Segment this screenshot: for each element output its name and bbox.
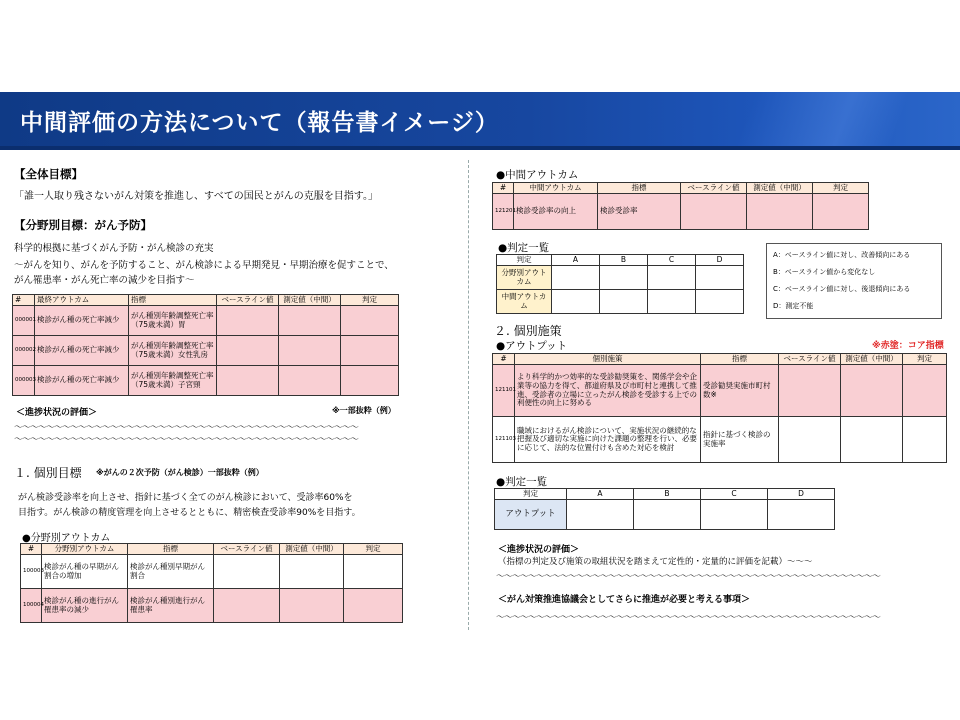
row-indicator: がん種別年齢調整死亡率（75歳未満）女性乳房 — [129, 336, 217, 366]
count-cell — [634, 500, 701, 530]
table-header: # — [13, 295, 35, 306]
row-indicator: 検診がん種別早期がん割合 — [128, 555, 214, 589]
legend-item-d: D：測定不能 — [773, 302, 814, 310]
table-header: 判定 — [813, 183, 869, 194]
baseline-cell — [217, 306, 279, 336]
table-header: 中間アウトカム — [514, 183, 598, 194]
count-cell — [768, 500, 835, 530]
table-header: ベースライン値 — [217, 295, 279, 306]
progress-eval-label-right: ＜進捗状況の評価＞ — [498, 545, 580, 555]
table-row — [13, 366, 399, 396]
output-label: ●アウトプット — [496, 340, 568, 352]
table-row — [21, 555, 403, 589]
measured-cell — [279, 336, 341, 366]
individual-goal-line2: 目指す。がん検診の精度管理を向上させるとともに、精密検査受診率90%を目指す。 — [18, 508, 361, 518]
row-outcome: 検診がん種の早期がん割合の増加 — [42, 555, 128, 589]
field-goal-label: 【分野別目標：がん予防】 — [14, 218, 152, 232]
row-id: 100004 — [21, 589, 42, 623]
core-indicator-note: ※赤塗：コア指標 — [872, 341, 944, 351]
table-header: ベースライン値 — [779, 354, 841, 365]
row-id: 121201 — [493, 194, 514, 230]
table-header: ベースライン値 — [214, 544, 280, 555]
measured-cell — [280, 555, 344, 589]
row-outcome: 検診がん種の進行がん罹患率の減少 — [42, 589, 128, 623]
row-label: 分野別アウトカム — [497, 266, 552, 290]
legend-item-b: B：ベースライン値から変化なし — [773, 268, 876, 276]
baseline-cell — [217, 366, 279, 396]
table-header: 判定 — [344, 544, 403, 555]
table-header: C — [701, 489, 768, 500]
field-goal-line2: ～がんを知り、がんを予防すること、がん検診による早期発見・早期治療を促すことで、 — [14, 260, 394, 271]
progress-eval-label: ＜進捗状況の評価＞ — [16, 408, 98, 418]
baseline-cell — [214, 589, 280, 623]
table-header: 測定値（中間） — [747, 183, 813, 194]
table-header: 測定値（中間） — [279, 295, 341, 306]
judgement-cell — [344, 555, 403, 589]
mid-outcome-label: ●中間アウトカム — [496, 169, 579, 181]
excerpt-note: ※一部抜粋（例） — [332, 406, 396, 415]
field-outcome-label: ●分野別アウトカム — [22, 533, 111, 544]
measured-cell — [841, 417, 903, 463]
table-header: 個別施策 — [515, 354, 701, 365]
judgement-cell — [903, 417, 947, 463]
placeholder-wave-line: ～～～～～～～～～～～～～～～～～～～～～～～～～～～～～～～～～～～～～～～～～～～～～～～～ — [496, 572, 881, 582]
table-row — [493, 194, 869, 230]
count-cell — [648, 266, 696, 290]
table-row — [13, 336, 399, 366]
row-indicator: 指針に基づく検診の実施率 — [701, 417, 779, 463]
measured-cell — [279, 306, 341, 336]
final-outcome-table — [12, 294, 399, 396]
progress-eval-text: （指標の判定及び施策の取組状況を踏まえて定性的・定量的に評価を記載）～～～ — [498, 557, 813, 567]
table-header: # — [21, 544, 42, 555]
table-header: 指標 — [128, 544, 214, 555]
table-header: 指標 — [701, 354, 779, 365]
overall-goal-text: 「誰一人取り残さないがん対策を推進し、すべての国民とがんの克服を目指す。」 — [14, 191, 378, 202]
judge-list-label-2: ●判定一覧 — [496, 476, 548, 488]
slide-header — [0, 92, 960, 150]
table-header: 判定 — [495, 489, 567, 500]
count-cell — [552, 266, 600, 290]
count-cell — [696, 290, 744, 314]
table-row — [13, 306, 399, 336]
judgement-cell — [903, 365, 947, 417]
table-header: D — [768, 489, 835, 500]
placeholder-wave-line: ～～～～～～～～～～～～～～～～～～～～～～～～～～～～～～～～～～～～～～～～～～～～～～～～ — [496, 613, 881, 623]
table-row — [495, 500, 835, 530]
judgement-cell — [344, 589, 403, 623]
table-header: B — [600, 255, 648, 266]
output-judge-table — [494, 488, 835, 530]
row-id: 000001 — [13, 306, 35, 336]
mid-outcome-table — [492, 182, 869, 230]
table-row — [493, 417, 947, 463]
count-cell — [648, 290, 696, 314]
measured-cell — [280, 589, 344, 623]
table-header: 測定値（中間） — [280, 544, 344, 555]
judge-list-label: ●判定一覧 — [498, 242, 550, 254]
row-indicator: がん種別年齢調整死亡率（75歳未満）子宮頸 — [129, 366, 217, 396]
measured-cell — [841, 365, 903, 417]
table-row — [493, 365, 947, 417]
output-table — [492, 353, 947, 463]
table-header: A — [567, 489, 634, 500]
row-outcome: 検診受診率の向上 — [514, 194, 598, 230]
table-header: 判定 — [903, 354, 947, 365]
table-header: 指標 — [598, 183, 681, 194]
measures-title: ２. 個別施策 — [494, 324, 562, 338]
slide-title: 中間評価の方法について（報告書イメージ） — [20, 110, 499, 136]
legend-item-a: A：ベースライン値に対し、改善傾向にある — [773, 251, 911, 259]
row-indicator: 検診がん種別進行がん罹患率 — [128, 589, 214, 623]
baseline-cell — [779, 365, 841, 417]
table-header: C — [648, 255, 696, 266]
row-outcome: 検診がん種の死亡率減少 — [35, 336, 129, 366]
judgement-cell — [341, 306, 399, 336]
row-label: アウトプット — [495, 500, 567, 530]
count-cell — [696, 266, 744, 290]
row-id: 100003 — [21, 555, 42, 589]
count-cell — [552, 290, 600, 314]
judge-table — [496, 254, 744, 314]
table-header: # — [493, 354, 515, 365]
field-goal-line3: がん罹患率・がん死亡率の減少を目指す～ — [14, 275, 195, 286]
baseline-cell — [214, 555, 280, 589]
table-header: # — [493, 183, 514, 194]
measured-cell — [279, 366, 341, 396]
judgement-cell — [813, 194, 869, 230]
placeholder-wave-line: ～～～～～～～～～～～～～～～～～～～～～～～～～～～～～～～～～～～～～～～～～～～ — [14, 435, 359, 445]
council-label: ＜がん対策推進協議会としてさらに推進が必要と考える事項＞ — [498, 595, 751, 605]
row-measure: より科学的かつ効率的な受診勧奨策を、関係学会や企業等の協力を得て、都道府県及び市町村と連携して推進、受診者の立場に立ったがん検診を受診する上での利便性の向上に努める — [515, 365, 701, 417]
table-row — [21, 589, 403, 623]
field-outcome-table — [20, 543, 403, 623]
count-cell — [567, 500, 634, 530]
row-indicator: がん種別年齢調整死亡率（75歳未満）胃 — [129, 306, 217, 336]
table-header: 最終アウトカム — [35, 295, 129, 306]
row-outcome: 検診がん種の死亡率減少 — [35, 306, 129, 336]
baseline-cell — [779, 417, 841, 463]
table-row — [497, 290, 744, 314]
baseline-cell — [217, 336, 279, 366]
row-id: 000003 — [13, 366, 35, 396]
table-header: B — [634, 489, 701, 500]
table-header: 測定値（中間） — [841, 354, 903, 365]
count-cell — [600, 290, 648, 314]
table-row — [497, 266, 744, 290]
row-label: 中間アウトカム — [497, 290, 552, 314]
row-id: 121101 — [493, 365, 515, 417]
table-header: 指標 — [129, 295, 217, 306]
baseline-cell — [681, 194, 747, 230]
row-id: 121103 — [493, 417, 515, 463]
row-measure: 職域におけるがん検診について、実施状況の継続的な把握及び適切な実施に向けた課題の整理を行い、必要に応じて、法的な位置付けも含めた対応を検討 — [515, 417, 701, 463]
judgement-cell — [341, 336, 399, 366]
row-id: 000002 — [13, 336, 35, 366]
count-cell — [600, 266, 648, 290]
legend-item-c: C：ベースライン値に対し、後退傾向にある — [773, 285, 911, 293]
individual-goal-title: １. 個別目標 — [14, 466, 82, 480]
individual-goal-line1: がん検診受診率を向上させ、指針に基づく全てのがん検診において、受診率60%を — [18, 493, 353, 503]
table-header: D — [696, 255, 744, 266]
table-header: 判定 — [497, 255, 552, 266]
count-cell — [701, 500, 768, 530]
row-indicator: 検診受診率 — [598, 194, 681, 230]
individual-goal-note: ※がんの２次予防（がん検診）一部抜粋（例） — [96, 468, 264, 477]
field-goal-line1: 科学的根拠に基づくがん予防・がん検診の充実 — [14, 243, 214, 254]
judgement-cell — [341, 366, 399, 396]
column-divider — [468, 160, 469, 630]
row-indicator: 受診勧奨実施市町村数※ — [701, 365, 779, 417]
table-header: 判定 — [341, 295, 399, 306]
overall-goal-label: 【全体目標】 — [14, 167, 83, 181]
judge-legend — [766, 243, 942, 319]
row-outcome: 検診がん種の死亡率減少 — [35, 366, 129, 396]
placeholder-wave-line: ～～～～～～～～～～～～～～～～～～～～～～～～～～～～～～～～～～～～～～～～～～～ — [14, 423, 359, 433]
measured-cell — [747, 194, 813, 230]
table-header: A — [552, 255, 600, 266]
table-header: 分野別アウトカム — [42, 544, 128, 555]
table-header: ベースライン値 — [681, 183, 747, 194]
